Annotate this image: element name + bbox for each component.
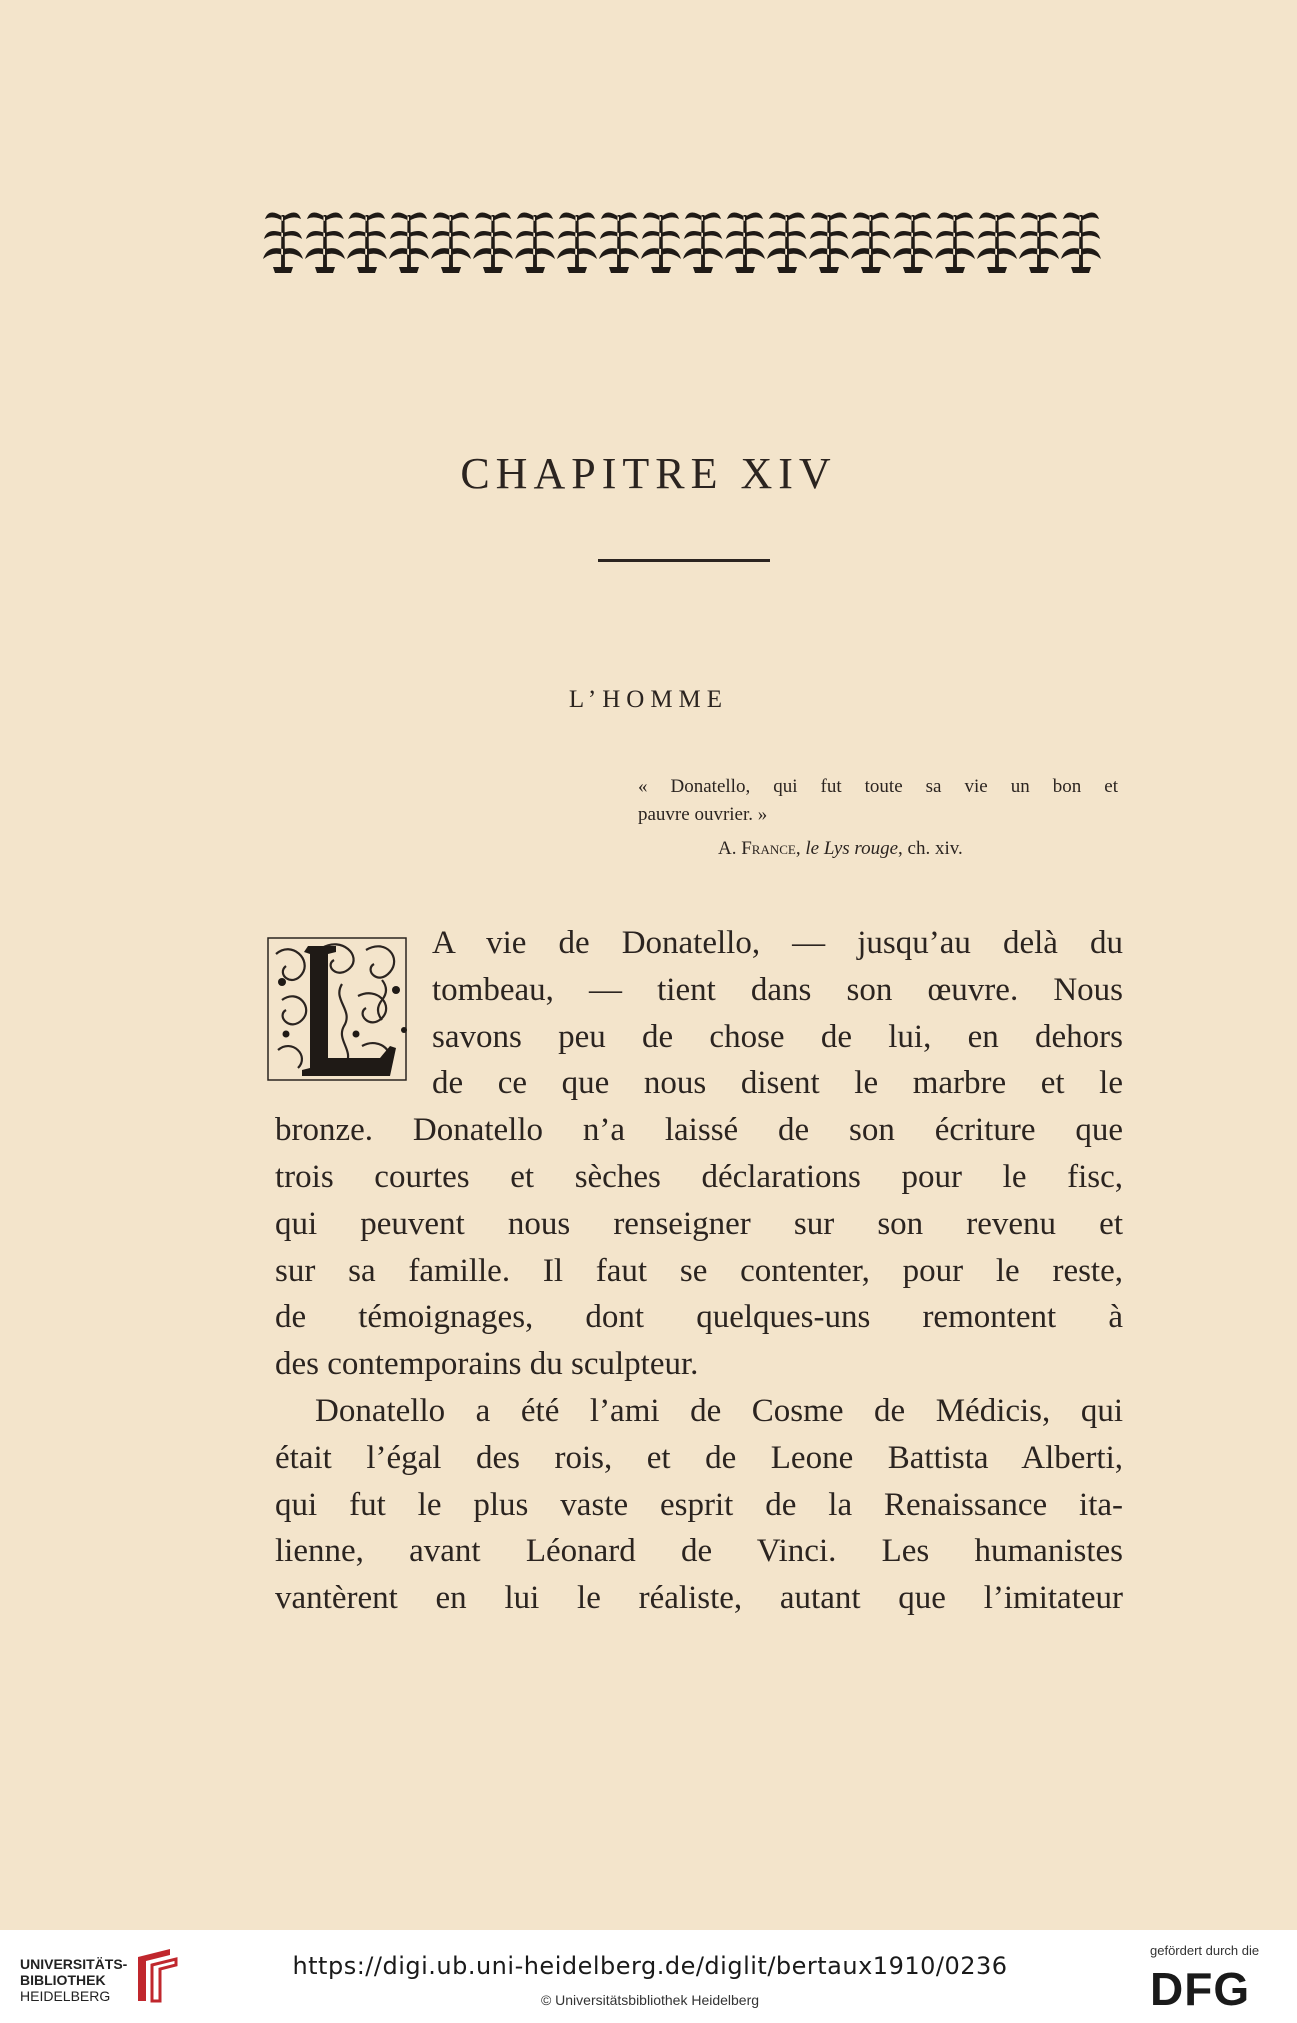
palm-ornament-icon (473, 212, 513, 273)
library-name-line2: BIBLIOTHEK (20, 1972, 106, 1988)
palm-ornament-icon (347, 212, 387, 273)
body-text-line: bronze. Donatello n’a laissé de son écriture que (275, 1112, 1123, 1148)
library-name-line3: HEIDELBERG (20, 1988, 111, 2004)
chapter-reference: , ch. xiv. (898, 838, 963, 859)
body-text-line: tombeau, — tient dans son œuvre. Nous (432, 972, 1123, 1008)
palm-ornament-icon (1061, 212, 1101, 273)
body-text-line: vantèrent en lui le réaliste, autant que l’imitateur (275, 1580, 1123, 1616)
chapter-title: CHAPITRE XIV (460, 449, 837, 498)
body-text-line: sur sa famille. Il faut se contenter, pour le reste, (275, 1253, 1123, 1289)
palm-ornament-icon (683, 212, 723, 273)
footer-bar (0, 1930, 1297, 2023)
funding-note: gefördert durch die (1150, 1943, 1260, 1958)
decorated-initial-L (262, 930, 422, 1090)
title-rule (598, 559, 770, 562)
work-title: le Lys rouge (805, 838, 899, 859)
copyright-notice: © Universitätsbibliothek Heidelberg (540, 1992, 760, 2008)
palm-ornament-icon (599, 212, 639, 273)
body-text-line: de témoignages, dont quelques-uns remontent à (275, 1299, 1123, 1335)
section-title: L’HOMME (568, 686, 729, 713)
palm-ornament-icon (767, 212, 807, 273)
palm-ornament-icon (305, 212, 345, 273)
body-text-line: des contemporains du sculpteur. (275, 1346, 699, 1382)
library-name-line1: UNIVERSITÄTS- (20, 1956, 128, 1972)
epigraph-quote-line1: « Donatello, qui fut toute sa vie un bon et (638, 776, 1118, 797)
palm-ornament-icon (641, 212, 681, 273)
library-mark-icon (130, 1945, 180, 2005)
epigraph-attribution (638, 835, 1118, 863)
dfg-logo: DFG (1150, 1963, 1251, 2015)
palm-ornament-icon (977, 212, 1017, 273)
body-text-line: qui peuvent nous renseigner sur son revenu et (275, 1206, 1123, 1242)
body-text-line: Donatello a été l’ami de Cosme de Médicis, qui (315, 1393, 1123, 1429)
body-text-line: trois courtes et sèches déclarations pour le fisc, (275, 1159, 1123, 1195)
palm-ornament-icon (935, 212, 975, 273)
body-text-line: était l’égal des rois, et de Leone Battista Alberti, (275, 1440, 1123, 1476)
palm-ornament-icon (431, 212, 471, 273)
author-prefix: A. (718, 838, 742, 859)
author-name: France (741, 838, 796, 859)
palm-ornament-icon (851, 212, 891, 273)
body-text-line: de ce que nous disent le marbre et le (432, 1065, 1123, 1101)
epigraph-quote-line2: pauvre ouvrier. » (638, 804, 768, 825)
ornamental-headband (262, 205, 1102, 277)
body-text-line: A vie de Donatello, — jusqu’au delà du (432, 925, 1123, 961)
attribution-separator: , (795, 838, 806, 859)
palm-ornament-icon (263, 212, 303, 273)
body-text-line: lienne, avant Léonard de Vinci. Les humanistes (275, 1533, 1123, 1569)
palm-ornament-icon (389, 212, 429, 273)
palm-ornament-icon (893, 212, 933, 273)
palm-ornament-icon (725, 212, 765, 273)
palm-ornament-icon (809, 212, 849, 273)
palm-ornament-icon (557, 212, 597, 273)
body-text-line: savons peu de chose de lui, en dehors (432, 1019, 1123, 1055)
palm-ornament-icon (1019, 212, 1059, 273)
palm-ornament-icon (515, 212, 555, 273)
epigraph (638, 773, 1118, 863)
document-url-link[interactable]: https://digi.ub.uni-heidelberg.de/diglit/bertaux1910/0236 (292, 1952, 1008, 1980)
body-text-line: qui fut le plus vaste esprit de la Renaissance ita- (275, 1487, 1123, 1523)
